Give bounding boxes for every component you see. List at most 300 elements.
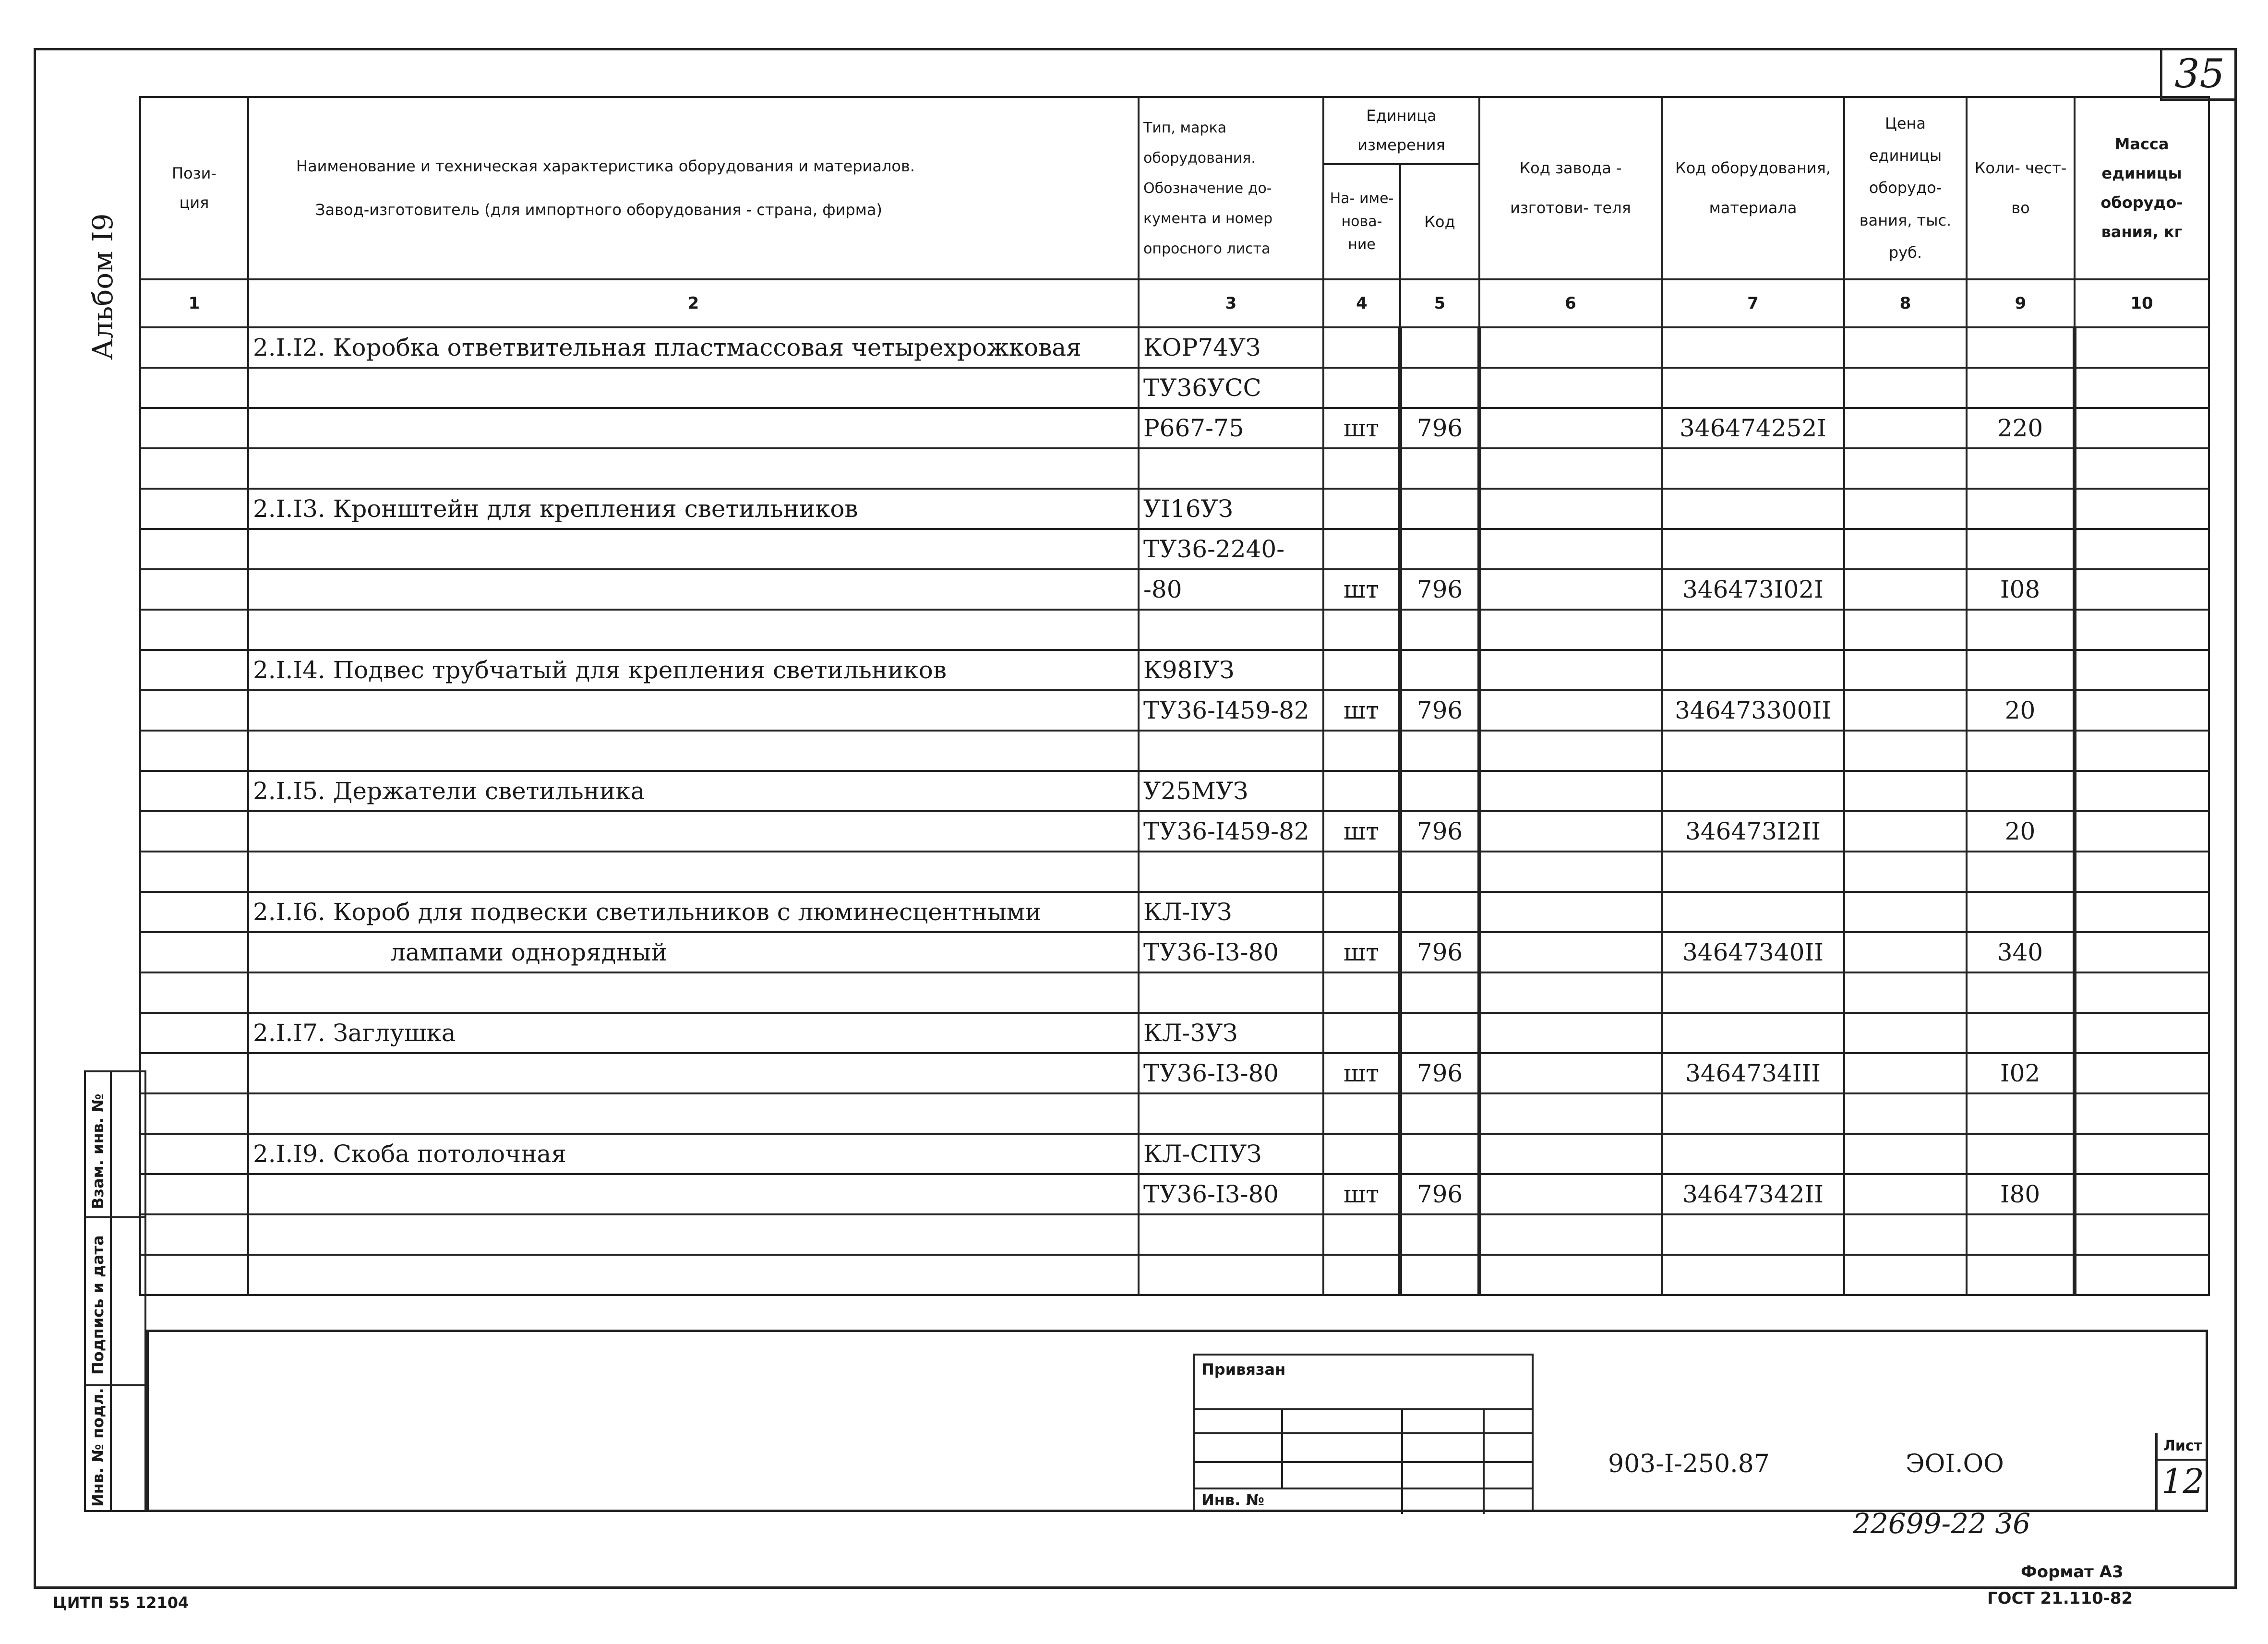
table-row [140, 1255, 2209, 1295]
material-code-cell: 346473I2II [1662, 811, 1844, 852]
header-name [248, 97, 1139, 279]
price-cell [1844, 771, 1967, 811]
column-number: 2 [248, 279, 1139, 327]
mass-cell [2075, 811, 2209, 852]
quantity-cell [1967, 852, 2075, 892]
unit-code-cell [1400, 852, 1479, 892]
type-cell: ТУ36-2240- [1139, 529, 1323, 569]
unit-code-cell [1400, 327, 1479, 368]
unit-name-cell [1323, 650, 1400, 690]
unit-code-cell: 796 [1400, 690, 1479, 731]
position-cell [140, 368, 248, 408]
type-cell [1139, 731, 1323, 771]
unit-code-cell [1400, 650, 1479, 690]
header-mass: Масса единицы оборудо- вания, кг [2075, 97, 2209, 279]
price-cell [1844, 852, 1967, 892]
unit-name-cell: шт [1323, 690, 1400, 731]
position-cell [140, 529, 248, 569]
table-row [140, 811, 2209, 852]
unit-code-cell: 796 [1400, 932, 1479, 972]
factory-code-cell [1479, 932, 1662, 972]
position-cell [140, 1053, 248, 1093]
mass-cell [2075, 1053, 2209, 1093]
item-name-cell [248, 690, 1139, 731]
unit-code-cell: 796 [1400, 1053, 1479, 1093]
price-cell [1844, 569, 1967, 610]
price-cell [1844, 448, 1967, 489]
item-name-cell [248, 1214, 1139, 1255]
unit-code-cell [1400, 489, 1479, 529]
material-code-cell [1662, 327, 1844, 368]
material-code-cell: 34647340II [1662, 932, 1844, 972]
mass-cell [2075, 650, 2209, 690]
table-row [140, 731, 2209, 771]
unit-name-cell [1323, 1013, 1400, 1053]
quantity-cell [1967, 610, 2075, 650]
gost-label: ГОСТ 21.110-82 [1987, 1589, 2133, 1608]
type-cell: ТУ36-I459-82 [1139, 811, 1323, 852]
factory-code-cell [1479, 892, 1662, 932]
type-cell: Р667-75 [1139, 408, 1323, 448]
material-code-cell: 346473300II [1662, 690, 1844, 731]
margin-label-inventory: Инв. № подл. [89, 1388, 107, 1507]
price-cell [1844, 1174, 1967, 1214]
mass-cell [2075, 448, 2209, 489]
column-number: 6 [1479, 279, 1662, 327]
price-cell [1844, 529, 1967, 569]
table-row [140, 368, 2209, 408]
margin-label-replacement: Взам. инв. № [89, 1093, 107, 1209]
unit-name-cell [1323, 529, 1400, 569]
table-row [140, 1214, 2209, 1255]
material-code-cell [1662, 1214, 1844, 1255]
price-cell [1844, 1255, 1967, 1295]
price-cell [1844, 972, 1967, 1013]
sheet-number: 12 [2161, 1462, 2205, 1501]
factory-code-cell [1479, 1093, 1662, 1134]
factory-code-cell [1479, 811, 1662, 852]
price-cell [1844, 368, 1967, 408]
item-name-cell [248, 731, 1139, 771]
unit-name-cell: шт [1323, 1053, 1400, 1093]
type-cell: ТУ36-I3-80 [1139, 1174, 1323, 1214]
item-name-cell: 2.I.I2. Коробка ответвительная пластмассовая четырехрожковая [248, 327, 1139, 368]
unit-name-cell: шт [1323, 1174, 1400, 1214]
factory-code-cell [1479, 972, 1662, 1013]
table-row [140, 1013, 2209, 1053]
position-cell [140, 1255, 248, 1295]
material-code-cell [1662, 1255, 1844, 1295]
quantity-cell [1967, 489, 2075, 529]
price-cell [1844, 408, 1967, 448]
factory-code-cell [1479, 368, 1662, 408]
item-name-cell: лампами однорядный [248, 932, 1139, 972]
unit-code-cell: 796 [1400, 811, 1479, 852]
item-name-cell: 2.I.I7. Заглушка [248, 1013, 1139, 1053]
mass-cell [2075, 327, 2209, 368]
position-cell [140, 1214, 248, 1255]
position-cell [140, 489, 248, 529]
mass-cell [2075, 852, 2209, 892]
price-cell [1844, 690, 1967, 731]
unit-code-cell [1400, 731, 1479, 771]
table-row [140, 489, 2209, 529]
margin-label-signature: Подпись и дата [89, 1235, 107, 1375]
linked-stamp [1193, 1354, 1534, 1512]
mass-cell [2075, 1174, 2209, 1214]
item-name-cell [248, 1053, 1139, 1093]
sheet-box [2155, 1433, 2208, 1512]
quantity-cell [1967, 892, 2075, 932]
specification-table [139, 96, 2210, 1296]
column-number: 8 [1844, 279, 1967, 327]
table-row [140, 892, 2209, 932]
table-row [140, 327, 2209, 368]
quantity-cell: 20 [1967, 811, 2075, 852]
item-name-cell [248, 448, 1139, 489]
unit-code-cell [1400, 529, 1479, 569]
type-cell: ТУ36-I459-82 [1139, 690, 1323, 731]
type-cell [1139, 1093, 1323, 1134]
material-code-cell [1662, 1134, 1844, 1174]
unit-name-cell [1323, 892, 1400, 932]
quantity-cell: I80 [1967, 1174, 2075, 1214]
item-name-cell [248, 811, 1139, 852]
factory-code-cell [1479, 489, 1662, 529]
position-cell [140, 569, 248, 610]
header-unit: Единица измерения [1323, 97, 1479, 164]
type-cell: КЛ-3УЗ [1139, 1013, 1323, 1053]
header-name-line2: Завод-изготовитель (для импортного оборудования - страна, фирма) [315, 201, 882, 219]
unit-code-cell: 796 [1400, 569, 1479, 610]
price-cell [1844, 932, 1967, 972]
header-material-code: Код оборудования, материала [1662, 97, 1844, 279]
mass-cell [2075, 610, 2209, 650]
mass-cell [2075, 529, 2209, 569]
position-cell [140, 731, 248, 771]
material-code-cell [1662, 1013, 1844, 1053]
material-code-cell [1662, 972, 1844, 1013]
price-cell [1844, 610, 1967, 650]
unit-name-cell [1323, 368, 1400, 408]
mass-cell [2075, 1134, 2209, 1174]
type-cell [1139, 972, 1323, 1013]
column-number: 5 [1400, 279, 1479, 327]
quantity-cell: 340 [1967, 932, 2075, 972]
item-name-cell [248, 569, 1139, 610]
table-row [140, 529, 2209, 569]
table-row [140, 690, 2209, 731]
type-cell: ТУ36-I3-80 [1139, 932, 1323, 972]
table-row [140, 1174, 2209, 1214]
unit-code-cell [1400, 610, 1479, 650]
table-row [140, 852, 2209, 892]
mass-cell [2075, 771, 2209, 811]
factory-code-cell [1479, 1013, 1662, 1053]
material-code-cell [1662, 852, 1844, 892]
material-code-cell: 34647342II [1662, 1174, 1844, 1214]
quantity-cell [1967, 529, 2075, 569]
header-unit-name: На- име- нова- ние [1323, 164, 1400, 279]
mass-cell [2075, 932, 2209, 972]
header-unit-code: Код [1400, 164, 1479, 279]
mass-cell [2075, 972, 2209, 1013]
material-code-cell [1662, 368, 1844, 408]
unit-code-cell [1400, 892, 1479, 932]
item-name-cell: 2.I.I9. Скоба потолочная [248, 1134, 1139, 1174]
unit-name-cell: шт [1323, 569, 1400, 610]
type-cell: УI16УЗ [1139, 489, 1323, 529]
position-cell [140, 932, 248, 972]
position-cell [140, 448, 248, 489]
title-block [146, 1330, 2208, 1512]
table-row [140, 932, 2209, 972]
unit-code-cell [1400, 1255, 1479, 1295]
type-cell [1139, 1255, 1323, 1295]
unit-name-cell [1323, 852, 1400, 892]
table-row [140, 771, 2209, 811]
table-row [140, 650, 2209, 690]
header-name-line1: Наименование и техническая характеристика оборудования и материалов. [296, 157, 915, 176]
unit-name-cell [1323, 972, 1400, 1013]
mass-cell [2075, 1255, 2209, 1295]
type-cell [1139, 852, 1323, 892]
type-cell: КЛ-IУЗ [1139, 892, 1323, 932]
type-cell [1139, 1214, 1323, 1255]
unit-code-cell: 796 [1400, 408, 1479, 448]
position-cell [140, 811, 248, 852]
citp-label: ЦИТП 55 12104 [53, 1594, 189, 1612]
quantity-cell [1967, 327, 2075, 368]
quantity-cell: I02 [1967, 1053, 2075, 1093]
type-cell: ТУ36-I3-80 [1139, 1053, 1323, 1093]
type-cell: КЛ-СПУЗ [1139, 1134, 1323, 1174]
table-row [140, 408, 2209, 448]
mass-cell [2075, 690, 2209, 731]
quantity-cell: I08 [1967, 569, 2075, 610]
type-cell: ТУ36УСС [1139, 368, 1323, 408]
header-type: Тип, марка оборудования. Обозначение до- кумента и номер опросного листа [1139, 97, 1323, 279]
quantity-cell [1967, 1093, 2075, 1134]
table-row [140, 610, 2209, 650]
mass-cell [2075, 1013, 2209, 1053]
position-cell [140, 408, 248, 448]
item-name-cell [248, 972, 1139, 1013]
mass-cell [2075, 1214, 2209, 1255]
quantity-cell [1967, 368, 2075, 408]
mass-cell [2075, 408, 2209, 448]
type-cell [1139, 610, 1323, 650]
factory-code-cell [1479, 1255, 1662, 1295]
quantity-cell [1967, 448, 2075, 489]
unit-code-cell [1400, 1214, 1479, 1255]
document-part: ЭОI.ОО [1906, 1450, 2004, 1478]
item-name-cell: 2.I.I3. Кронштейн для крепления светильников [248, 489, 1139, 529]
unit-name-cell [1323, 1255, 1400, 1295]
table-row [140, 448, 2209, 489]
unit-name-cell [1323, 448, 1400, 489]
factory-code-cell [1479, 852, 1662, 892]
position-cell [140, 690, 248, 731]
unit-code-cell [1400, 1093, 1479, 1134]
page-number: 35 [2160, 48, 2237, 101]
material-code-cell [1662, 610, 1844, 650]
stamp-inventory-label: Инв. № [1201, 1491, 1264, 1509]
factory-code-cell [1479, 610, 1662, 650]
price-cell [1844, 489, 1967, 529]
unit-name-cell [1323, 327, 1400, 368]
price-cell [1844, 892, 1967, 932]
unit-name-cell: шт [1323, 408, 1400, 448]
material-code-cell [1662, 731, 1844, 771]
material-code-cell [1662, 489, 1844, 529]
unit-code-cell [1400, 771, 1479, 811]
position-cell [140, 1093, 248, 1134]
factory-code-cell [1479, 1134, 1662, 1174]
factory-code-cell [1479, 327, 1662, 368]
quantity-cell [1967, 1013, 2075, 1053]
unit-name-cell [1323, 489, 1400, 529]
unit-name-cell [1323, 1134, 1400, 1174]
column-number: 10 [2075, 279, 2209, 327]
unit-name-cell [1323, 771, 1400, 811]
column-number: 7 [1662, 279, 1844, 327]
column-number: 9 [1967, 279, 2075, 327]
quantity-cell [1967, 731, 2075, 771]
type-cell: К98IУЗ [1139, 650, 1323, 690]
item-name-cell: 2.I.I6. Короб для подвески светильников с люминесцентными [248, 892, 1139, 932]
header-factory-code: Код завода - изготови- теля [1479, 97, 1662, 279]
mass-cell [2075, 569, 2209, 610]
price-cell [1844, 731, 1967, 771]
unit-name-cell [1323, 1093, 1400, 1134]
quantity-cell [1967, 972, 2075, 1013]
factory-code-cell [1479, 1053, 1662, 1093]
material-code-cell: 3464734III [1662, 1053, 1844, 1093]
price-cell [1844, 1053, 1967, 1093]
factory-code-cell [1479, 731, 1662, 771]
unit-code-cell [1400, 1013, 1479, 1053]
item-name-cell [248, 1174, 1139, 1214]
unit-name-cell [1323, 610, 1400, 650]
factory-code-cell [1479, 529, 1662, 569]
material-code-cell [1662, 771, 1844, 811]
type-cell: У25МУЗ [1139, 771, 1323, 811]
column-number: 4 [1323, 279, 1400, 327]
unit-code-cell [1400, 972, 1479, 1013]
price-cell [1844, 811, 1967, 852]
unit-code-cell [1400, 368, 1479, 408]
factory-code-cell [1479, 1174, 1662, 1214]
position-cell [140, 892, 248, 932]
material-code-cell [1662, 529, 1844, 569]
unit-name-cell [1323, 1214, 1400, 1255]
factory-code-cell [1479, 448, 1662, 489]
item-name-cell [248, 368, 1139, 408]
type-cell: -80 [1139, 569, 1323, 610]
price-cell [1844, 1214, 1967, 1255]
position-cell [140, 1013, 248, 1053]
item-name-cell [248, 408, 1139, 448]
header-price: Цена единицы оборудо- вания, тыс. руб. [1844, 97, 1967, 279]
price-cell [1844, 1134, 1967, 1174]
unit-name-cell: шт [1323, 811, 1400, 852]
sheet-label: Лист [2158, 1434, 2208, 1461]
material-code-cell [1662, 1093, 1844, 1134]
quantity-cell [1967, 650, 2075, 690]
factory-code-cell [1479, 569, 1662, 610]
item-name-cell [248, 1093, 1139, 1134]
price-cell [1844, 327, 1967, 368]
item-name-cell [248, 1255, 1139, 1295]
material-code-cell [1662, 448, 1844, 489]
column-number: 3 [1139, 279, 1323, 327]
item-name-cell [248, 610, 1139, 650]
price-cell [1844, 1013, 1967, 1053]
position-cell [140, 327, 248, 368]
mass-cell [2075, 892, 2209, 932]
header-quantity: Коли- чест- во [1967, 97, 2075, 279]
factory-code-cell [1479, 771, 1662, 811]
position-cell [140, 972, 248, 1013]
unit-name-cell: шт [1323, 932, 1400, 972]
factory-code-cell [1479, 690, 1662, 731]
margin-stamp-box [84, 1070, 146, 1512]
table-row [140, 1053, 2209, 1093]
type-cell: КОР74УЗ [1139, 327, 1323, 368]
material-code-cell: 346474252I [1662, 408, 1844, 448]
quantity-cell: 20 [1967, 690, 2075, 731]
handwritten-code: 22699-22 36 [1853, 1507, 2031, 1540]
price-cell [1844, 650, 1967, 690]
position-cell [140, 771, 248, 811]
unit-code-cell [1400, 448, 1479, 489]
album-label: Альбом I9 [86, 213, 119, 360]
position-cell [140, 650, 248, 690]
position-cell [140, 1174, 248, 1214]
position-cell [140, 1134, 248, 1174]
item-name-cell: 2.I.I4. Подвес трубчатый для крепления светильников [248, 650, 1139, 690]
item-name-cell: 2.I.I5. Держатели светильника [248, 771, 1139, 811]
factory-code-cell [1479, 1214, 1662, 1255]
quantity-cell [1967, 771, 2075, 811]
column-number-row [140, 279, 2209, 327]
table-row [140, 1093, 2209, 1134]
mass-cell [2075, 1093, 2209, 1134]
quantity-cell [1967, 1134, 2075, 1174]
unit-code-cell: 796 [1400, 1174, 1479, 1214]
material-code-cell [1662, 650, 1844, 690]
format-label: Формат А3 [2021, 1562, 2124, 1582]
type-cell [1139, 448, 1323, 489]
material-code-cell [1662, 892, 1844, 932]
factory-code-cell [1479, 408, 1662, 448]
table-row [140, 569, 2209, 610]
material-code-cell: 346473I02I [1662, 569, 1844, 610]
item-name-cell [248, 529, 1139, 569]
unit-code-cell [1400, 1134, 1479, 1174]
quantity-cell [1967, 1255, 2075, 1295]
header-position: Пози- ция [140, 97, 248, 279]
table-row [140, 972, 2209, 1013]
position-cell [140, 610, 248, 650]
table-row [140, 1134, 2209, 1174]
document-code: 903-I-250.87 [1608, 1450, 1770, 1478]
factory-code-cell [1479, 650, 1662, 690]
mass-cell [2075, 489, 2209, 529]
quantity-cell [1967, 1214, 2075, 1255]
unit-name-cell [1323, 731, 1400, 771]
